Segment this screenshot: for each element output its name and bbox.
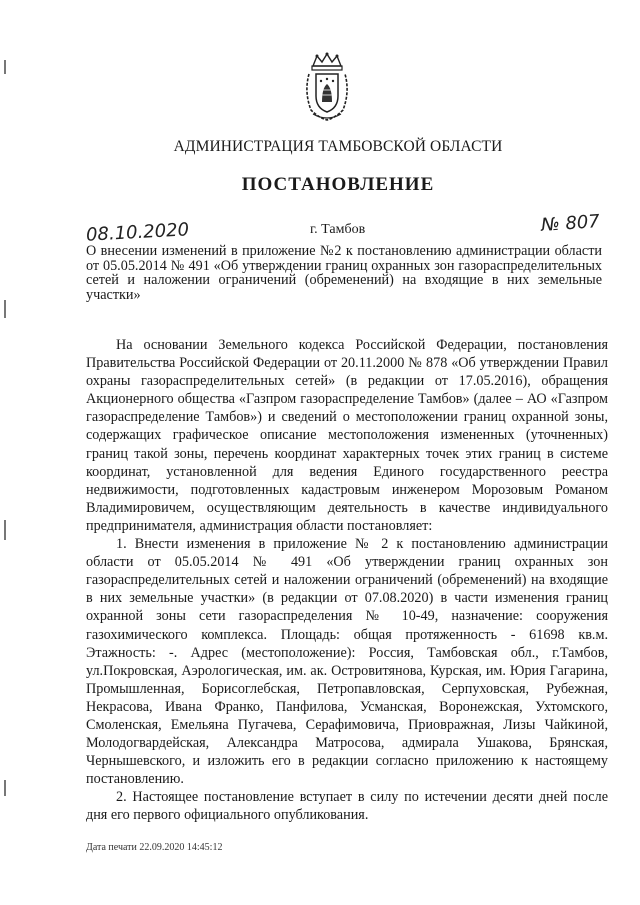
handwritten-number: № 807	[540, 210, 601, 237]
document-subject: О внесении изменений в приложение №2 к постановлению администрации области от 05.05.2014 № 491 «Об утверждении границ охранных зон газораспределительных сетей и наложении ограничений (обременений) на входящие в них земельные участки»	[86, 243, 602, 303]
document-body	[86, 336, 608, 825]
binding-mark	[4, 60, 6, 74]
handwritten-date: 08.10.2020	[85, 219, 190, 246]
issuing-authority: АДМИНИСТРАЦИЯ ТАМБОВСКОЙ ОБЛАСТИ	[173, 138, 503, 155]
print-date-footer: Дата печати 22.09.2020 14:45:12	[86, 842, 223, 853]
binding-mark	[4, 300, 6, 318]
clause-2-paragraph: 2. Настоящее постановление вступает в силу по истечении десяти дней после дня его первого официального опубликования.	[86, 789, 608, 824]
binding-mark	[4, 780, 6, 796]
preamble-paragraph: На основании Земельного кодекса Российской Федерации, постановления Правительства Российской Федерации от 20.11.2000 № 878 «Об утверждении Правил охраны газораспределительных сетей» (в редакции от 17.05.2016), обращения Акционерного общества «Газпром газораспределение Тамбов» (далее – АО «Газпром газораспределение Тамбов») и сведений о местоположении границ охранной зоны, содержащих графическое описание местоположения измененных (уточненных) границ такой зоны, перечень координат характерных точек этих границ в системе координат, установленной для ведения Единого государственного реестра недвижимости, подготовленных кадастровым инженером Морозовым Романом Владимировичем, осуществляющим деятельность в качестве индивидуального предпринимателя, администрация области постановляет:	[86, 337, 608, 534]
coat-of-arms-icon	[303, 52, 351, 122]
city: г. Тамбов	[310, 222, 366, 237]
document-title: ПОСТАНОВЛЕНИЕ	[241, 174, 435, 195]
binding-mark	[4, 520, 6, 540]
clause-1-paragraph: 1. Внести изменения в приложение № 2 к постановлению администрации области от 05.05.2014 № 491 «Об утверждении границ охранных зон газораспределительных сетей и наложении ограничений (обременений) на входящие в них земельные участки» (в редакции от 07.08.2020) в части изменения границ охранной зоны сети газораспределения № 10-49, назначение: сооружения газохимического комплекса. Площадь: общая протяженность - 61698 кв.м. Этажность: -. Адрес (местоположение): Россия, Тамбовская обл., г.Тамбов, ул.Покровская, Аэрологическая, им. ак. Островитянова, Курская, им. Юрия Гагарина, Промышленная, Борисоглебская, Петропавловская, Серпуховская, Рубежная, Некрасова, Ивана Франко, Панфилова, Усманская, Воронежская, Ухтомского, Смоленская, Емельяна Пугачева, Серафимовича, Приовражная, Лизы Чайкиной, Молодогвардейская, Александра Матросова, адмирала Ушакова, Брянская, Чернышевского, и изложить его в редакции согласно приложению к настоящему постановлению.	[86, 536, 608, 788]
